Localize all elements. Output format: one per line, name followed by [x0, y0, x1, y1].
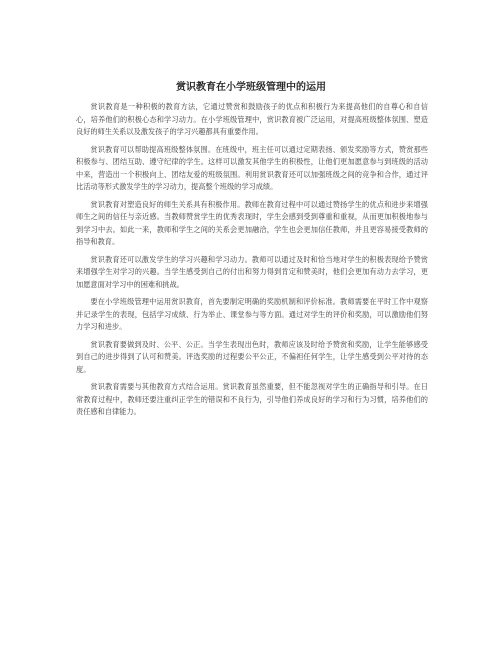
paragraph-1: 赏识教育是一种积极的教育方法，它通过赞赏和鼓励孩子的优点和积极行为来提高他们的自尊心和自信心，培养他们的积极心态和学习动力。在小学班级管理中，赏识教育被广泛运用，对提高班级整体氛围、塑造良好的师生关系以及激发孩子的学习兴趣都具有重要作用。 [76, 102, 428, 136]
paragraph-7: 赏识教育需要与其他教育方式结合运用。赏识教育虽然重要，但不能忽视对学生的正确指导和引导。在日常教育过程中，教师还要注重纠正学生的错误和不良行为，引导他们养成良好的学习和行为习惯，培养他们的责任感和自律能力。 [76, 382, 428, 416]
paragraph-3: 赏识教育对塑造良好的师生关系具有积极作用。教师在教育过程中可以通过赞扬学生的优点和进步来增强师生之间的信任与亲近感。当教师赞赏学生的优秀表现时，学生会感到受到尊重和重视，从而更加积极地参与到学习中去。如此一来，教师和学生之间的关系会更加融洽，学生也会更加信任教师，并且更容易接受教师的指导和教育。 [76, 199, 428, 246]
paragraph-6: 赏识教育要做到及时、公平、公正。当学生表现出色时，教师应该及时给予赞赏和奖励，让学生能够感受到自己的进步得到了认可和赞美。评选奖励的过程要公平公正，不偏袒任何学生，让学生感受到公平对待的态度。 [76, 339, 428, 374]
document-body [76, 101, 428, 424]
paragraph-2: 赏识教育可以帮助提高班级整体氛围。在班级中，班主任可以通过定期表扬、颁发奖励等方式，赞赏那些积极参与、团结互助、遵守纪律的学生。这样可以激发其他学生的积极性，让他们更加愿意参与到班级的活动中来，营造出一个积极向上、团结友爱的班级氛围。利用赏识教育还可以加强班级之间的竞争和合作，通过评比活动等形式激发学生的学习动力，提高整个班级的学习成绩。 [76, 144, 428, 191]
paragraph-4: 赏识教育还可以激发学生的学习兴趣和学习动力。教师可以通过及时和恰当地对学生的积极表现给予赞赏来增强学生对学习的兴趣。当学生感受到自己的付出和努力得到肯定和赞美时，他们会更加有动力去学习，更加愿意面对学习中的困难和挑战。 [76, 254, 428, 289]
document-title: 赏识教育在小学班级管理中的运用 [176, 82, 326, 93]
paragraph-5: 要在小学班级管理中运用赏识教育，首先要制定明确的奖励机制和评价标准。教师需要在平时工作中观察并记录学生的表现，包括学习成绩、行为举止、课堂参与等方面。通过对学生的评价和奖励，可以激励他们努力学习和进步。 [76, 297, 428, 331]
